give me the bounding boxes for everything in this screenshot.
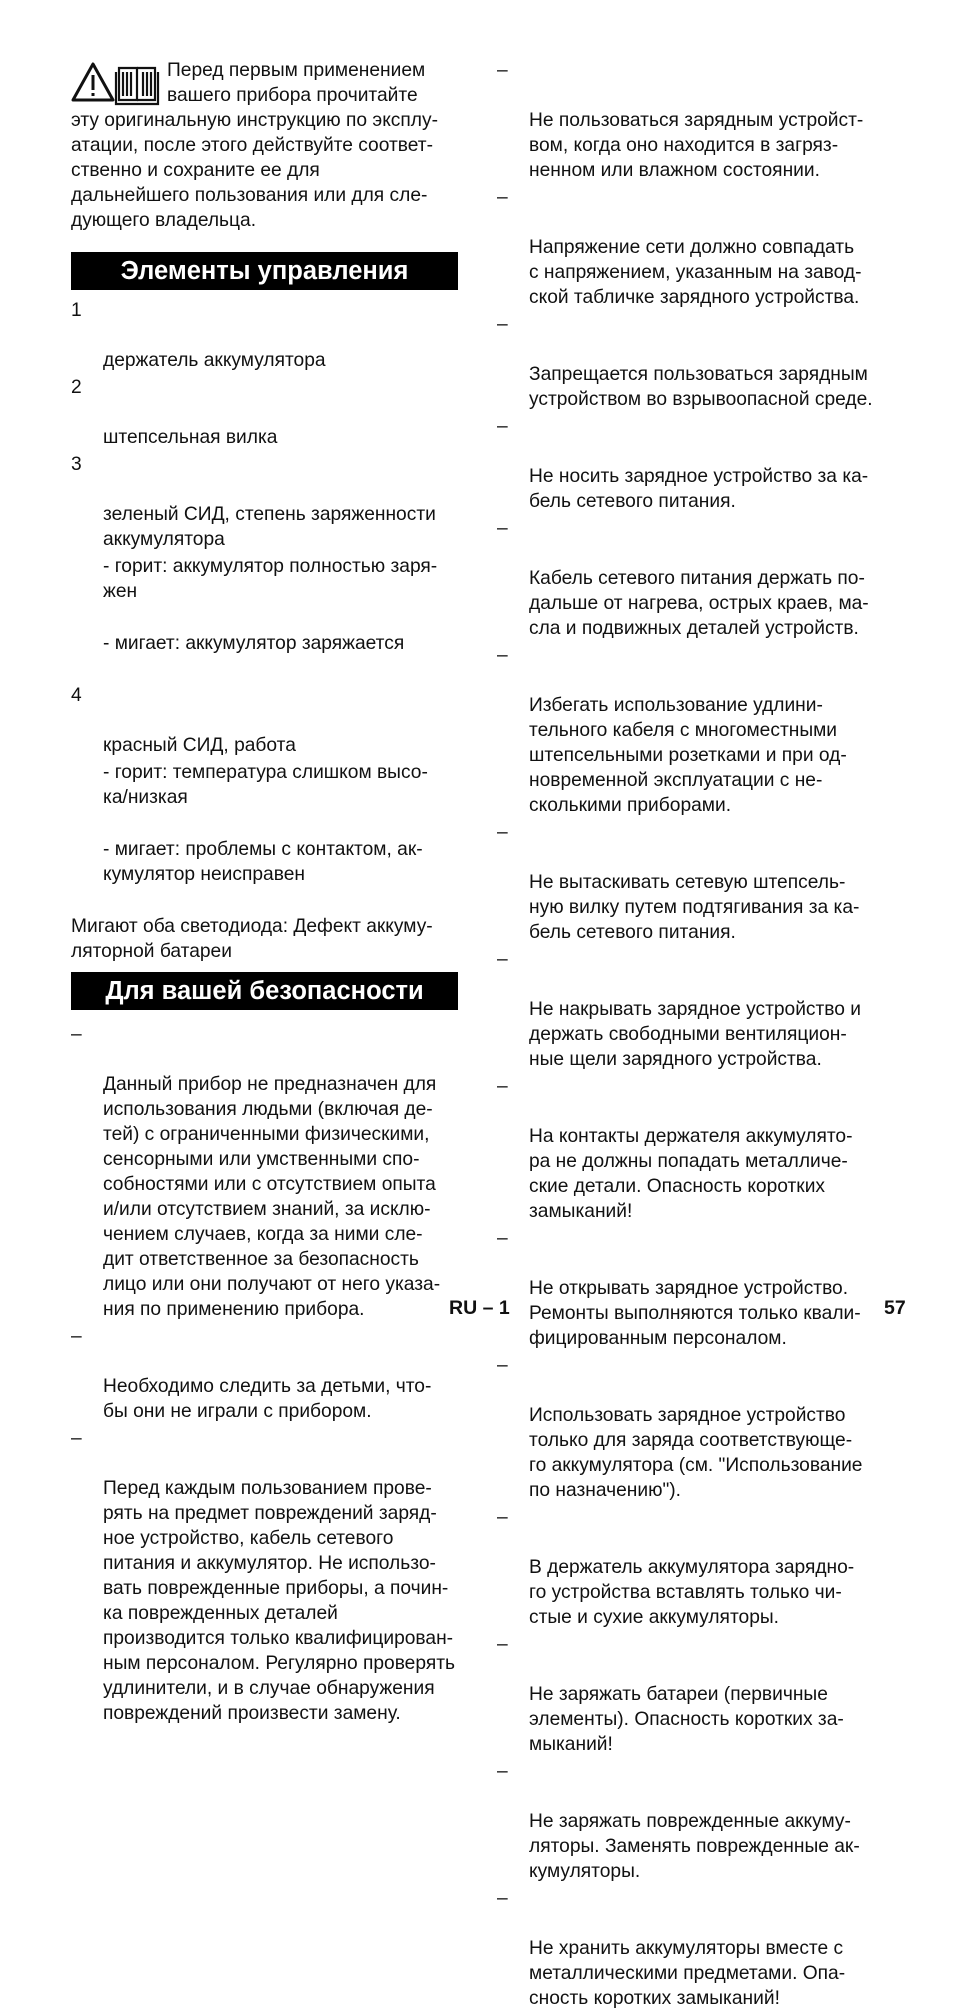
safety-item-text: Перед каждым пользованием прове- рять на предмет повреждений заряд- ное устройство, кабель сетевого питания и аккумулятор. Не использо- вать поврежденные приборы, а почин- ка поврежденных деталей производится только квалифицирован- ным персоналом. Регулярно проверять удлинители, и в случае обнаружения повреждений произвести замену. xyxy=(103,1478,455,1724)
controls-heading: Элементы управления xyxy=(71,252,458,290)
item-number: 1 xyxy=(71,300,82,321)
item-number: 2 xyxy=(71,377,82,398)
safety-item-text: Кабель сетевого питания держать по- дальше от нагрева, острых краев, ма- сла и подвижных деталей устройств. xyxy=(529,568,869,639)
safety-item xyxy=(71,1426,458,1726)
manual-book-icon xyxy=(116,68,158,104)
safety-item xyxy=(497,820,887,945)
safety-item-text: Не заряжать батареи (первичные элементы). Опасность коротких за- мыканий! xyxy=(529,1684,844,1755)
controls-item xyxy=(71,683,458,912)
safety-item-text: Не заряжать поврежденные аккуму- ляторы. Заменять поврежденные ак- кумуляторы. xyxy=(529,1811,860,1882)
intro-block xyxy=(71,58,458,233)
safety-item-text: Данный прибор не предназначен для использования людьми (включая де- тей) с ограниченными физическими, сенсорными или умственными спо- собностями или с отсутствием опыта и/или отсутствием знаний, за исклю- чением случаев, когда за ними сле- дит ответственное за безопасность лицо или они получают от него указа- ния по применению прибора. xyxy=(103,1074,441,1320)
safety-item-text: Не открывать зарядное устройство. Ремонты выполняются только квали- фицированным персоналом. xyxy=(529,1278,861,1349)
footer-page-number: 57 xyxy=(884,1297,906,1319)
safety-item xyxy=(497,1759,887,1884)
controls-item xyxy=(71,298,458,373)
intro-icons xyxy=(71,60,161,108)
safety-item xyxy=(497,414,887,514)
safety-item xyxy=(497,58,887,183)
dash-marker: – xyxy=(497,1355,508,1376)
safety-item-text: Запрещается пользоваться зарядным устройством во взрывоопасной среде. xyxy=(529,364,873,410)
safety-item-text: В держатель аккумулятора зарядно- го устройства вставлять только чи- стые и сухие аккумуляторы. xyxy=(529,1557,855,1628)
dash-marker: – xyxy=(497,416,508,437)
safety-item xyxy=(497,1505,887,1630)
dash-marker: – xyxy=(497,1507,508,1528)
safety-list-right xyxy=(497,58,887,2011)
item-sub: - мигает: аккумулятор заряжается xyxy=(103,633,405,654)
safety-item xyxy=(497,312,887,412)
item-text: штепсельная вилка xyxy=(103,427,278,448)
dash-marker: – xyxy=(71,1024,82,1045)
dash-marker: – xyxy=(497,1634,508,1655)
safety-item xyxy=(71,1022,458,1322)
safety-item xyxy=(497,947,887,1072)
dash-marker: – xyxy=(497,1076,508,1097)
safety-item-text: Не хранить аккумуляторы вместе с металлическими предметами. Опа- сность коротких замыканий! xyxy=(529,1938,846,2009)
safety-item-text: Не носить зарядное устройство за ка- бель сетевого питания. xyxy=(529,466,869,512)
safety-item xyxy=(497,516,887,641)
item-number: 3 xyxy=(71,454,82,475)
dash-marker: – xyxy=(497,1228,508,1249)
safety-item-text: Необходимо следить за детьми, что- бы они не играли с прибором. xyxy=(103,1376,432,1422)
item-text: держатель аккумулятора xyxy=(103,350,326,371)
safety-item xyxy=(497,643,887,818)
intro-lead: Перед первым применением вашего прибора прочитайте xyxy=(167,60,426,106)
safety-item-text: Не накрывать зарядное устройство и держать свободными вентиляцион- ные щели зарядного устройства. xyxy=(529,999,862,1070)
left-column xyxy=(71,58,458,1728)
item-sub: - горит: температура слишком высо- ка/низкая xyxy=(103,762,428,808)
dash-marker: – xyxy=(497,314,508,335)
controls-item xyxy=(71,452,458,681)
item-sub: - мигает: проблемы с контактом, ак- кумулятор неисправен xyxy=(103,839,423,885)
dash-marker: – xyxy=(497,187,508,208)
intro-text: эту оригинальную инструкцию по эксплу- атации, после этого действуйте соответ- ственно и сохраните ее для дальнейшего пользования или для сле- дующего владельца. xyxy=(71,110,438,231)
item-number: 4 xyxy=(71,685,82,706)
safety-item-text: Не пользоваться зарядным устройст- вом, когда оно находится в загряз- ненном или влажном состоянии. xyxy=(529,110,864,181)
dash-marker: – xyxy=(497,1761,508,1782)
safety-heading: Для вашей безопасности xyxy=(71,972,458,1010)
dash-marker: – xyxy=(497,822,508,843)
dash-marker: – xyxy=(71,1428,82,1449)
controls-list xyxy=(71,298,458,912)
dash-marker: – xyxy=(71,1326,82,1347)
dash-marker: – xyxy=(497,518,508,539)
safety-item xyxy=(497,185,887,310)
safety-item-text: Использовать зарядное устройство только для заряда соответствующе- го аккумулятора (см. "Использование по назначению"). xyxy=(529,1405,863,1501)
controls-note: Мигают оба светодиода: Дефект аккуму- ляторной батареи xyxy=(71,916,433,962)
safety-item xyxy=(71,1324,458,1424)
controls-item xyxy=(71,375,458,450)
warning-triangle-icon xyxy=(73,64,113,100)
safety-item xyxy=(497,1632,887,1757)
footer-section-label: RU – 1 xyxy=(449,1297,510,1319)
safety-item-text: Избегать использование удлини- тельного кабеля с многоместными штепсельными розетками и при од- новременной эксплуатации с не- сколькими приборами. xyxy=(529,695,847,816)
item-text: зеленый СИД, степень заряженности аккумулятора xyxy=(103,504,436,550)
safety-item-text: Не вытаскивать сетевую штепсель- ную вилку путем подтягивания за ка- бель сетевого питания. xyxy=(529,872,860,943)
safety-list-left xyxy=(71,1022,458,1726)
item-sub: - горит: аккумулятор полностью заря- жен xyxy=(103,556,438,602)
safety-item xyxy=(497,1074,887,1224)
dash-marker: – xyxy=(497,60,508,81)
safety-item xyxy=(497,1353,887,1503)
safety-item xyxy=(497,1886,887,2011)
dash-marker: – xyxy=(497,645,508,666)
dash-marker: – xyxy=(497,1888,508,1909)
safety-item-text: Напряжение сети должно совпадать с напряжением, указанным на завод- ской табличке зарядного устройства. xyxy=(529,237,862,308)
item-text: красный СИД, работа xyxy=(103,735,296,756)
right-column xyxy=(497,58,887,2013)
dash-marker: – xyxy=(497,949,508,970)
safety-item-text: На контакты держателя аккумулято- ра не должны попадать металличе- ские детали. Опасность коротких замыканий! xyxy=(529,1126,853,1222)
safety-item xyxy=(497,1226,887,1351)
